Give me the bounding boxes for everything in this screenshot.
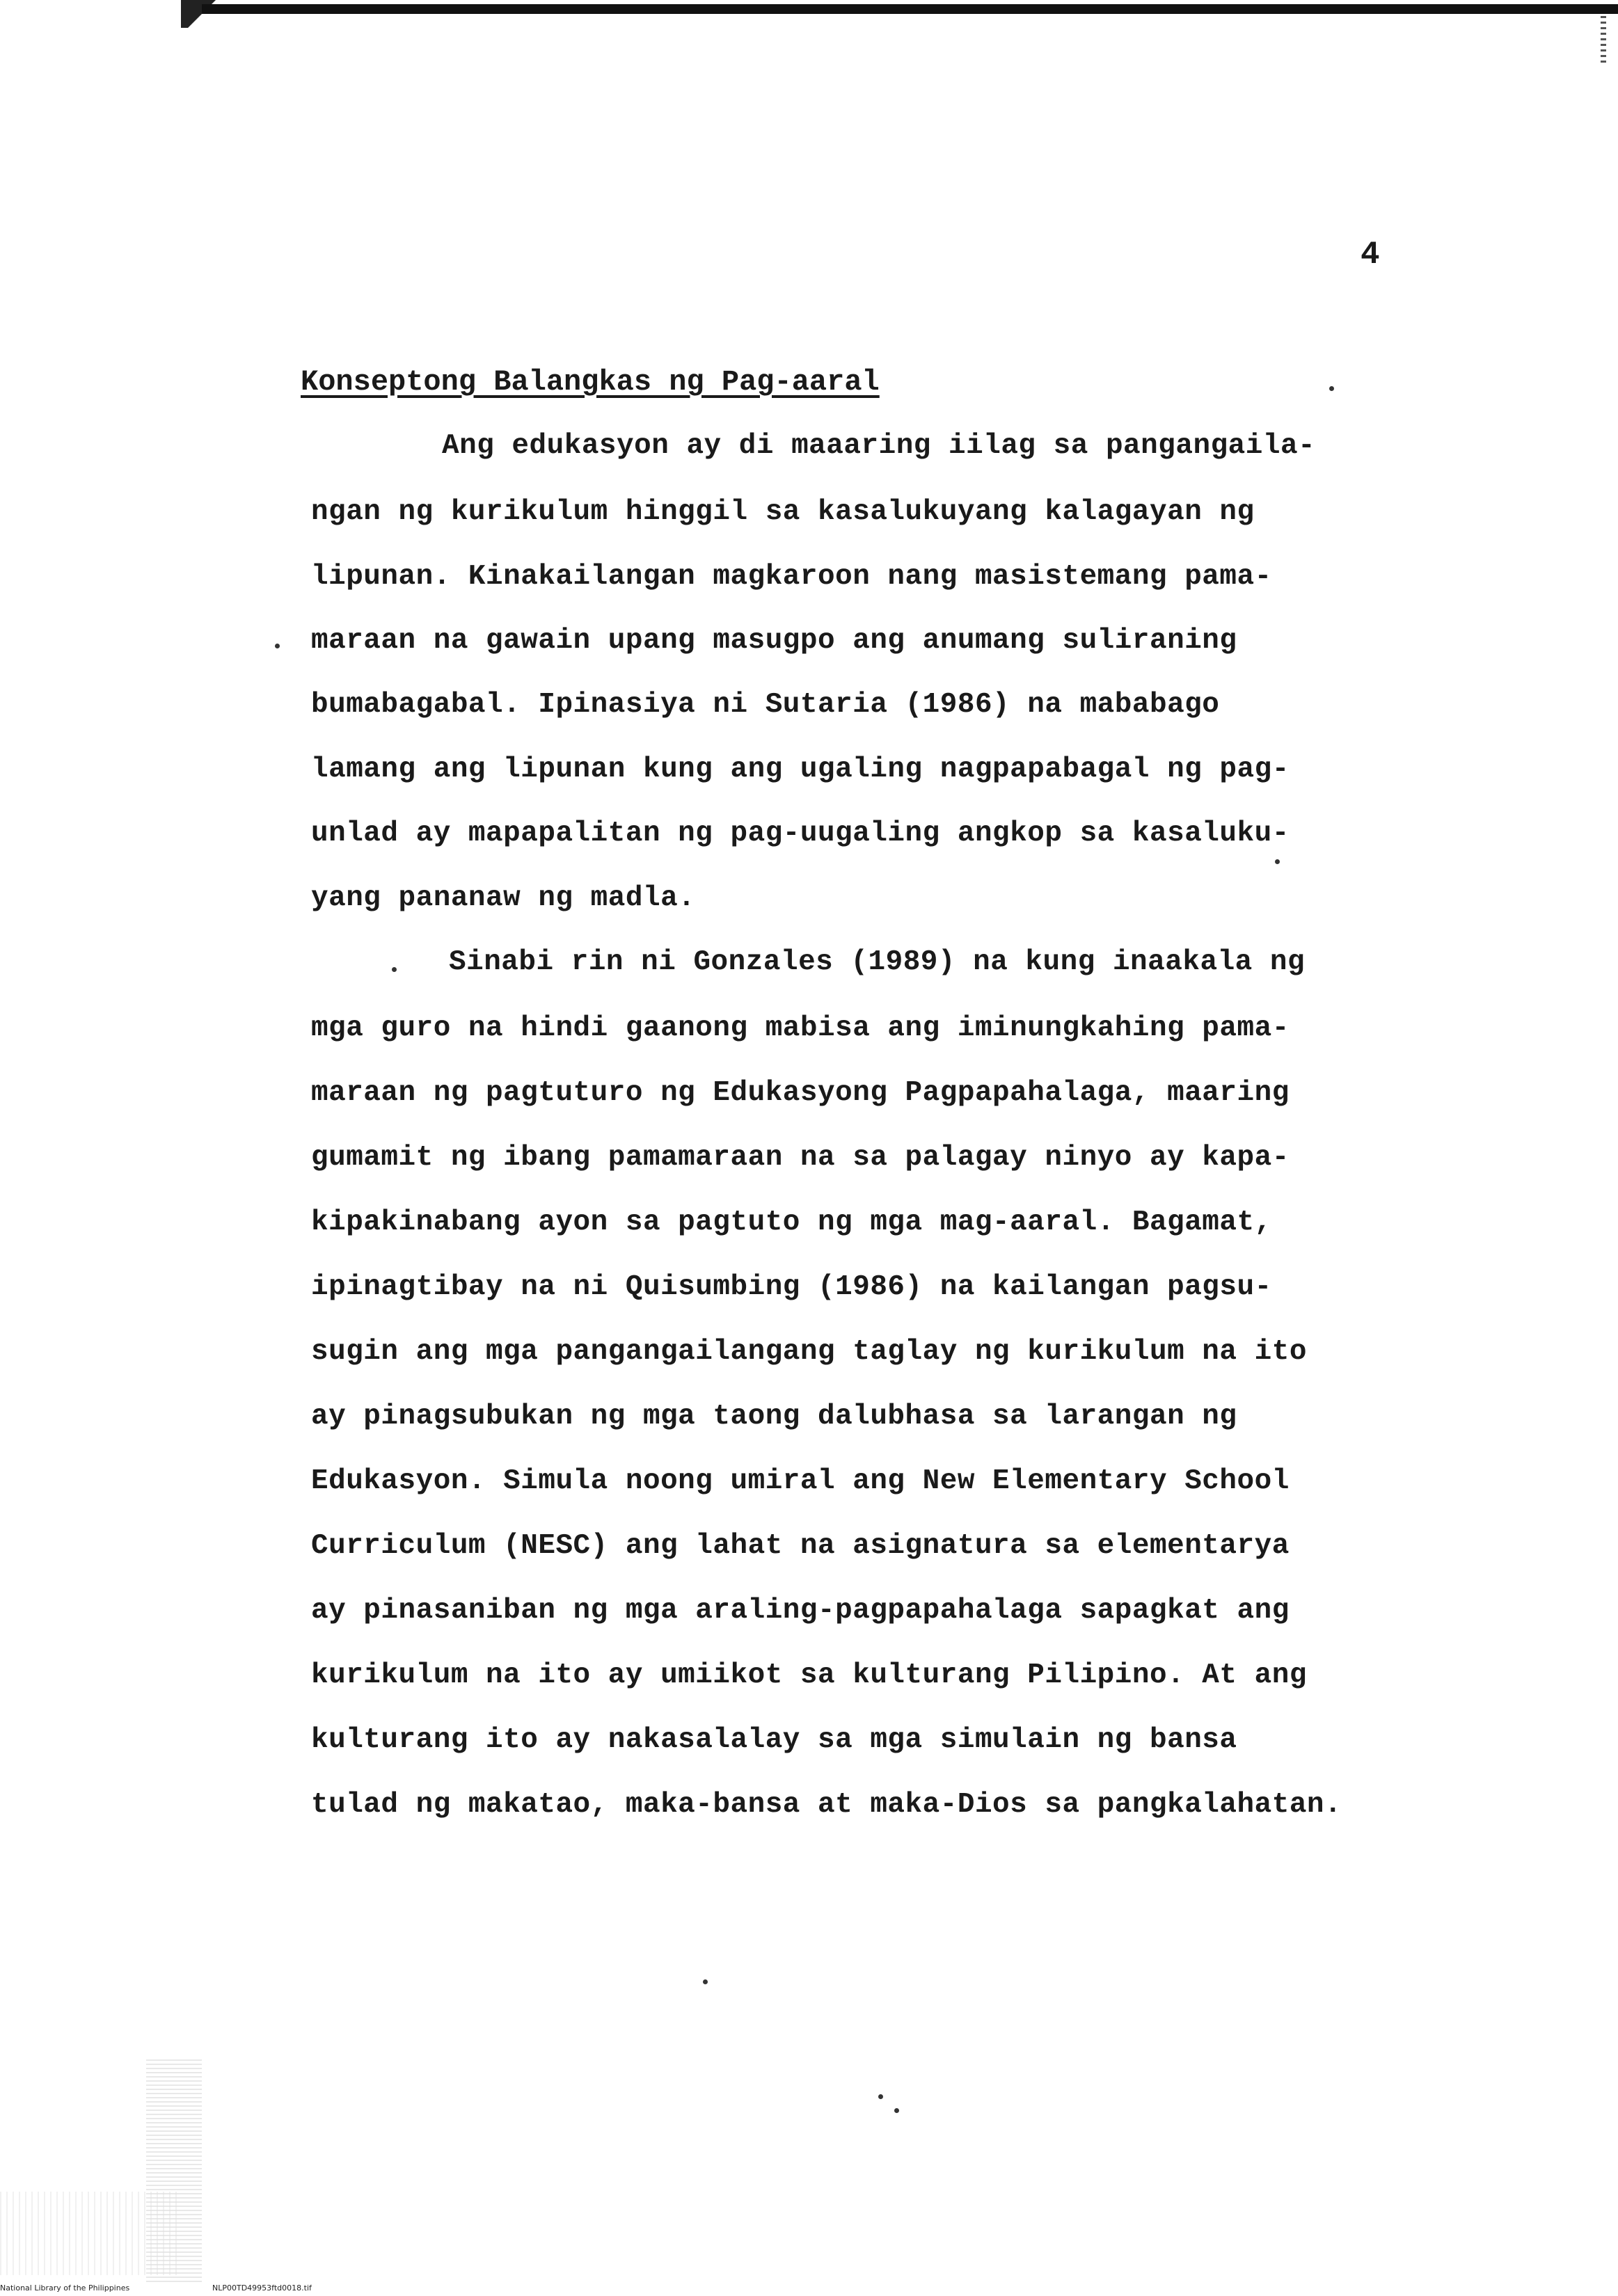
scan-speck: [392, 967, 397, 972]
text-line: lamang ang lipunan kung ang ugaling nagpapabagal ng pag-: [311, 754, 1290, 786]
text-line: ngan ng kurikulum hinggil sa kasalukuyang kalagayan ng: [311, 496, 1255, 528]
text-line: maraan na gawain upang masugpo ang anumang suliraning: [311, 625, 1237, 657]
text-line: kulturang ito ay nakasalalay sa mga simulain ng bansa: [311, 1724, 1237, 1756]
text-line: Sinabi rin ni Gonzales (1989) na kung inaakala ng: [449, 946, 1306, 978]
text-line: unlad ay mapapalitan ng pag-uugaling angkop sa kasaluku-: [311, 818, 1290, 850]
text-line: Edukasyon. Simula noong umiral ang New Elementary School: [311, 1465, 1290, 1497]
footer-file-name: NLP00TD49953ftd0018.tif: [212, 2283, 312, 2293]
text-line: mga guro na hindi gaanong mabisa ang iminungkahing pama-: [311, 1012, 1290, 1044]
text-line: ipinagtibay na ni Quisumbing (1986) na kailangan pagsu-: [311, 1271, 1272, 1303]
scan-speck: [878, 2094, 883, 2099]
scan-speck: [894, 2108, 899, 2113]
scan-speck: [275, 644, 280, 648]
text-line: maraan ng pagtuturo ng Edukasyong Pagpapahalaga, maaring: [311, 1077, 1290, 1109]
text-line: lipunan. Kinakailangan magkaroon nang masistemang pama-: [311, 561, 1272, 593]
text-line: sugin ang mga pangangailangang taglay ng kurikulum na ito: [311, 1336, 1307, 1368]
section-heading: Konseptong Balangkas ng Pag-aaral: [301, 365, 880, 399]
text-line: yang pananaw ng madla.: [311, 882, 696, 914]
text-line: ay pinasaniban ng mga araling-pagpapahalaga sapagkat ang: [311, 1595, 1290, 1627]
footer-library-caption: National Library of the Philippines: [0, 2283, 130, 2293]
text-line: tulad ng makatao, maka-bansa at maka-Dios sa pangkalahatan.: [311, 1789, 1342, 1821]
text-line: gumamit ng ibang pamamaraan na sa palagay ninyo ay kapa-: [311, 1142, 1290, 1174]
page-number: 4: [1361, 237, 1380, 273]
text-line: Ang edukasyon ay di maaaring iilag sa pangangaila-: [442, 430, 1316, 462]
text-line: kurikulum na ito ay umiikot sa kulturang Pilipino. At ang: [311, 1659, 1307, 1691]
scan-artifact-noise-bottom: [0, 2192, 181, 2275]
text-line: bumabagabal. Ipinasiya ni Sutaria (1986) na mababago: [311, 689, 1220, 721]
text-line: kipakinabang ayon sa pagtuto ng mga mag-aaral. Bagamat,: [311, 1206, 1272, 1238]
scan-artifact-right-edge: [1601, 14, 1606, 63]
scan-speck: [703, 1979, 708, 1984]
text-line: ay pinagsubukan ng mga taong dalubhasa sa larangan ng: [311, 1401, 1237, 1433]
scan-speck: [1329, 386, 1334, 391]
text-line: Curriculum (NESC) ang lahat na asignatura sa elementarya: [311, 1530, 1290, 1562]
scan-artifact-top-bar: [202, 4, 1618, 14]
scan-speck: [1275, 859, 1280, 864]
